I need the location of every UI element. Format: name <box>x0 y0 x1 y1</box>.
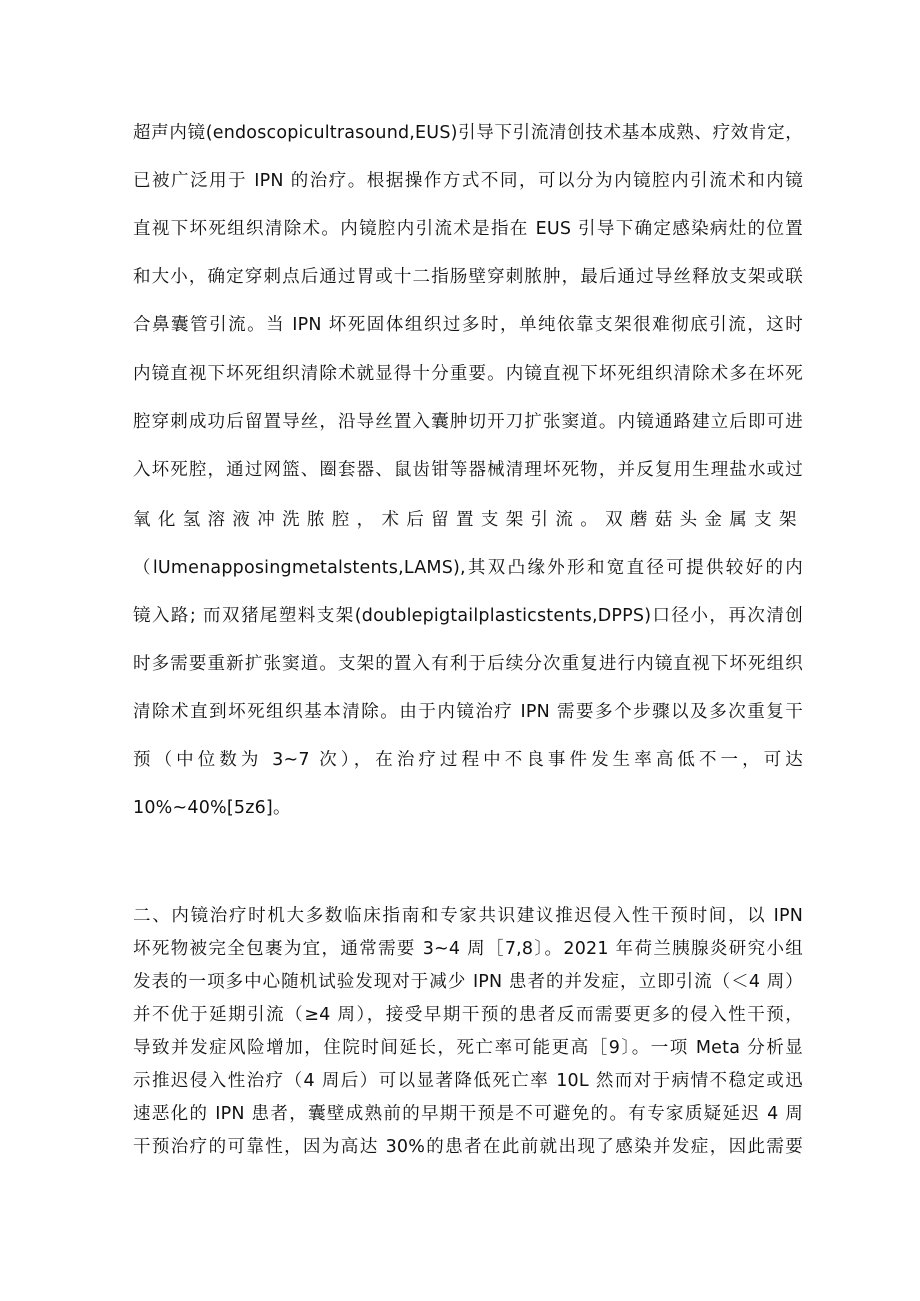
paragraph-1-line-13: 清除术直到坏死组织基本清除。由于内镜治疗 IPN 需要多个步骤以及多次重复干 <box>133 702 803 722</box>
paragraph-2-line-8: 干预治疗的可靠性，因为高达 30%的患者在此前就出现了感染并发症，因此需要 <box>133 1137 803 1157</box>
paragraph-1-line-2: 已被广泛用于 IPN 的治疗。根据操作方式不同，可以分为内镜腔内引流术和内镜 <box>133 171 803 191</box>
paragraph-1-line-12: 时多需要重新扩张窦道。支架的置入有利于后续分次重复进行内镜直视下坏死组织 <box>133 654 803 674</box>
paragraph-1-line-3: 直视下坏死组织清除术。内镜腔内引流术是指在 EUS 引导下确定感染病灶的位置 <box>133 219 803 239</box>
paragraph-1-line-9: 氧化氢溶液冲洗脓腔，术后留置支架引流。双蘑菇头金属支架 <box>133 510 803 530</box>
paragraph-1-line-5: 合鼻囊管引流。当 IPN 坏死固体组织过多时，单纯依靠支架很难彻底引流，这时 <box>133 315 803 335</box>
paragraph-1-line-14: 预（中位数为 3~7 次），在治疗过程中不良事件发生率高低不一，可达 <box>133 750 803 770</box>
paragraph-1-line-4: 和大小，确定穿刺点后通过胃或十二指肠壁穿刺脓肿，最后通过导丝释放支架或联 <box>133 267 803 287</box>
paragraph-2-line-5: 导致并发症风险增加，住院时间延长，死亡率可能更高［9〕。一项 Meta 分析显 <box>133 1038 803 1058</box>
paragraph-2-line-4: 并不优于延期引流（≥4 周），接受早期干预的患者反而需要更多的侵入性干预， <box>133 1005 803 1025</box>
paragraph-1-line-15: 10%~40%[5z6]。 <box>133 798 291 818</box>
paragraph-2-line-3: 发表的一项多中心随机试验发现对于减少 IPN 患者的并发症，立即引流（＜4 周） <box>133 972 803 992</box>
paragraph-2-line-6: 示推迟侵入性治疗（4 周后）可以显著降低死亡率 10L 然而对于病情不稳定或迅 <box>133 1071 803 1091</box>
paragraph-1-line-10: （lUmenapposingmetalstents,LAMS),其双凸缘外形和宽直径可提供较好的内 <box>133 558 803 578</box>
paragraph-1-line-7: 腔穿刺成功后留置导丝，沿导丝置入囊肿切开刀扩张窦道。内镜通路建立后即可进 <box>133 412 803 432</box>
paragraph-1-line-8: 入坏死腔，通过网篮、圈套器、鼠齿钳等器械清理坏死物，并反复用生理盐水或过 <box>133 460 803 480</box>
paragraph-1-line-1: 超声内镜(endoscopicultrasound,EUS)引导下引流清创技术基本成熟、疗效肯定， <box>133 123 803 143</box>
paragraph-2-line-1: 二、内镜治疗时机大多数临床指南和专家共识建议推迟侵入性干预时间，以 IPN <box>133 906 803 926</box>
paragraph-2-line-7: 速恶化的 IPN 患者，囊壁成熟前的早期干预是不可避免的。有专家质疑延迟 4 周 <box>133 1104 803 1124</box>
paragraph-1-line-6: 内镜直视下坏死组织清除术就显得十分重要。内镜直视下坏死组织清除术多在坏死 <box>133 364 803 384</box>
paragraph-2-line-2: 坏死物被完全包裹为宜，通常需要 3~4 周［7,8〕。2021 年荷兰胰腺炎研究小组 <box>133 939 803 959</box>
paragraph-1-line-11: 镜入路; 而双猪尾塑料支架(doublepigtailplasticstents,DPPS)口径小，再次清创 <box>133 606 803 626</box>
